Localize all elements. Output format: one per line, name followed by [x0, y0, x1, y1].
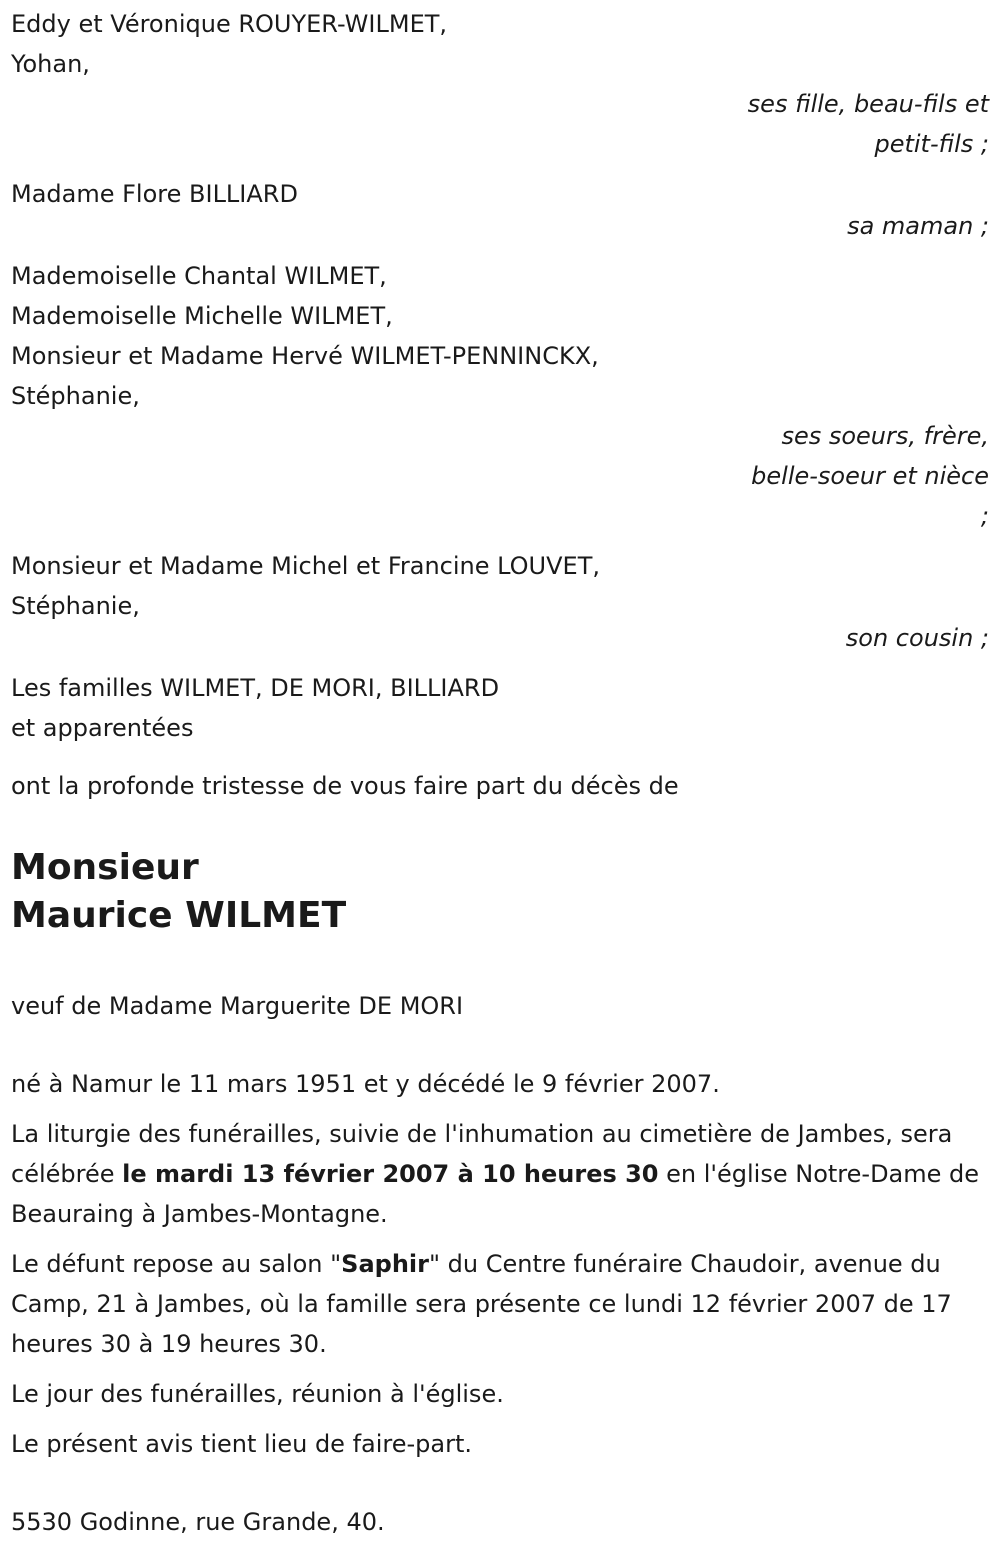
deceased-title: Monsieur — [11, 847, 199, 888]
relation-label: petit-fils ; — [874, 130, 989, 158]
deceased-name: Maurice WILMET — [11, 895, 347, 936]
widow-of-text: veuf de Madame Marguerite DE MORI — [11, 992, 464, 1020]
family-name-line: Mademoiselle Chantal WILMET, — [11, 262, 387, 290]
family-name-line: Stéphanie, — [11, 592, 140, 620]
family-group-daughter — [11, 4, 989, 164]
family-name-line: Stéphanie, — [11, 382, 140, 410]
family-name-line: Madame Flore BILLIARD — [11, 180, 298, 208]
obituary-notice — [11, 4, 989, 1542]
repose-details: " du Centre funéraire Chaudoir, avenue du Camp, 21 à Jambes, où la famille sera présente ce lundi 12 février 2007 de 17 heures 30 à 19 heures 30. — [11, 1250, 952, 1358]
family-name-line: Monsieur et Madame Hervé WILMET-PENNINCKX, — [11, 342, 599, 370]
repose-paragraph — [11, 1244, 989, 1364]
family-name-line: Eddy et Véronique ROUYER-WILMET, — [11, 10, 448, 38]
deceased-name-block — [11, 844, 989, 940]
liturgy-location: en l'église Notre-Dame de Beauraing à Jambes-Montagne. — [11, 1160, 980, 1228]
family-name-line: Les familles WILMET, DE MORI, BILLIARD — [11, 674, 500, 702]
repose-text: Le défunt repose au salon " — [11, 1250, 342, 1278]
relation-label: ; — [980, 502, 989, 530]
liturgy-text: La liturgie des funérailles, suivie de l'inhumation au cimetière de Jambes, sera célébrée — [11, 1120, 953, 1188]
family-address: 5530 Godinne, rue Grande, 40. — [11, 1508, 385, 1536]
announcement-text: ont la profonde tristesse de vous faire part du décès de — [11, 772, 679, 800]
gathering-text: Le jour des funérailles, réunion à l'église. — [11, 1380, 504, 1408]
birth-death-text: né à Namur le 11 mars 1951 et y décédé le 9 février 2007. — [11, 1070, 720, 1098]
relation-label: ses fille, beau-fils et — [747, 90, 989, 118]
family-group-cousin — [11, 546, 989, 658]
liturgy-date: le mardi 13 février 2007 à 10 heures 30 — [122, 1160, 659, 1188]
relation-label: ses soeurs, frère, — [781, 422, 989, 450]
family-group-families — [11, 668, 989, 748]
notice-text: Le présent avis tient lieu de faire-part. — [11, 1430, 473, 1458]
liturgy-paragraph — [11, 1114, 989, 1234]
relation-label: sa maman ; — [847, 212, 989, 240]
family-name-line: et apparentées — [11, 714, 194, 742]
family-name-line: Monsieur et Madame Michel et Francine LOUVET, — [11, 552, 600, 580]
family-group-mother — [11, 174, 989, 246]
salon-name: Saphir — [341, 1250, 429, 1278]
family-name-line: Yohan, — [11, 50, 90, 78]
family-name-line: Mademoiselle Michelle WILMET, — [11, 302, 393, 330]
relation-label: son cousin ; — [845, 624, 989, 652]
family-group-siblings — [11, 256, 989, 536]
relation-label: belle-soeur et nièce — [751, 462, 989, 490]
